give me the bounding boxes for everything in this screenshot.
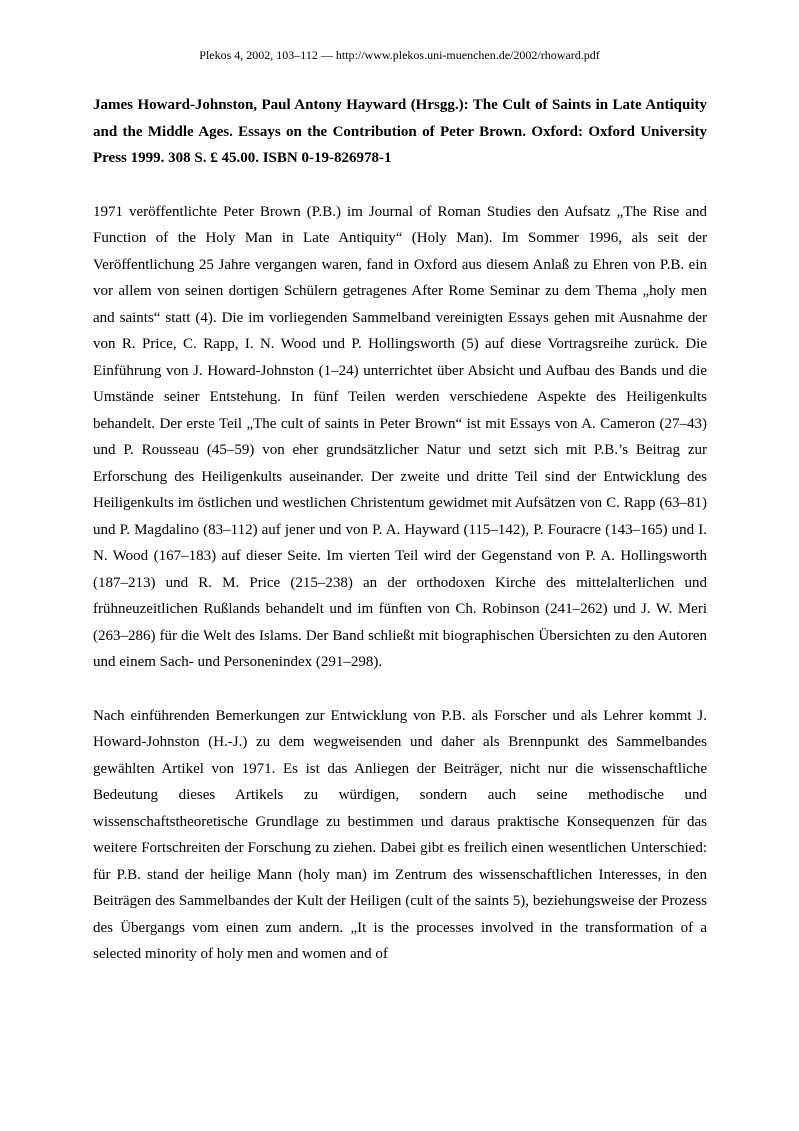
review-content [93, 92, 707, 968]
body-paragraph-2: Nach einführenden Bemerkungen zur Entwicklung von P.B. als Forscher und als Lehrer kommt J. Howard-Johnston (H.-J.) zu dem wegweisenden und daher als Brennpunkt des Sammelbandes gewählten Artikel von 1971. Es ist das Anliegen der Beiträger, nicht nur die wissenschaftliche Bedeutung dieses Artikels zu würdigen, sondern auch seine methodische und wissenschaftstheoretische Grundlage zu bestimmen und daraus praktische Konsequenzen für das weitere Fortschreiten der Forschung zu ziehen. Dabei gibt es freilich einen wesentlichen Unterschied: für P.B. stand der heilige Mann (holy man) im Zentrum des wissenschaftlichen Interesses, in den Beiträgen des Sammelbandes der Kult der Heiligen (cult of the saints 5), beziehungsweise der Prozess des Übergangs vom einen zum andern. „It is the processes involved in the transformation of a selected minority of holy men and women and of [93, 707, 707, 962]
review-bibliographic-title: James Howard-Johnston, Paul Antony Hayward (Hrsgg.): The Cult of Saints in Late Antiquity and the Middle Ages. Essays on the Contribution of Peter Brown. Oxford: Oxford University Press 1999. 308 S. £ 45.00. ISBN 0-19-826978-1 [93, 97, 707, 166]
running-header-citation: Plekos 4, 2002, 103–112 — http://www.plekos.uni-muenchen.de/2002/rhoward.pdf [199, 48, 600, 62]
body-paragraph-1: 1971 veröffentlichte Peter Brown (P.B.) im Journal of Roman Studies den Aufsatz „The Rise and Function of the Holy Man in Late Antiquity“ (Holy Man). Im Sommer 1996, als seit der Veröffentlichung 25 Jahre vergangen waren, fand in Oxford aus diesem Anlaß zu Ehren von P.B. ein vor allem von seinen dortigen Schülern getragenes After Rome Seminar zu dem Thema „holy men and saints“ statt (4). Die im vorliegenden Sammelband vereinigten Essays gehen mit Ausnahme der von R. Price, C. Rapp, I. N. Wood und P. Hollingsworth (5) auf diese Vortragsreihe zurück. Die Einführung von J. Howard-Johnston (1–24) unterrichtet über Absicht und Aufbau des Bands und die Umstände seiner Entstehung. In fünf Teilen werden verschiedene Aspekte des Heiligenkults behandelt. Der erste Teil „The cult of saints in Peter Brown“ ist mit Essays von A. Cameron (27–43) und P. Rousseau (45–59) von eher grundsätzlicher Natur und setzt sich mit P.B.’s Beitrag zur Erforschung des Heiligenkults auseinander. Der zweite und dritte Teil sind der Entwicklung des Heiligenkults im östlichen und westlichen Christentum gewidmet mit Aufsätzen von C. Rapp (63–81) und P. Magdalino (83–112) auf jener und von P. A. Hayward (115–142), P. Fouracre (143–165) und I. N. Wood (167–183) auf dieser Seite. Im vierten Teil wird der Gegenstand von P. A. Hollingsworth (187–213) und R. M. Price (215–238) an der orthodoxen Kirche des mittelalterlichen und frühneuzeitlichen Rußlands behandelt und im fünften von Ch. Robinson (241–262) und J. W. Meri (263–286) für die Welt des Islams. Der Band schließt mit biographischen Übersichten zu den Autoren und einem Sach- und Personenindex (291–298). [93, 203, 707, 670]
